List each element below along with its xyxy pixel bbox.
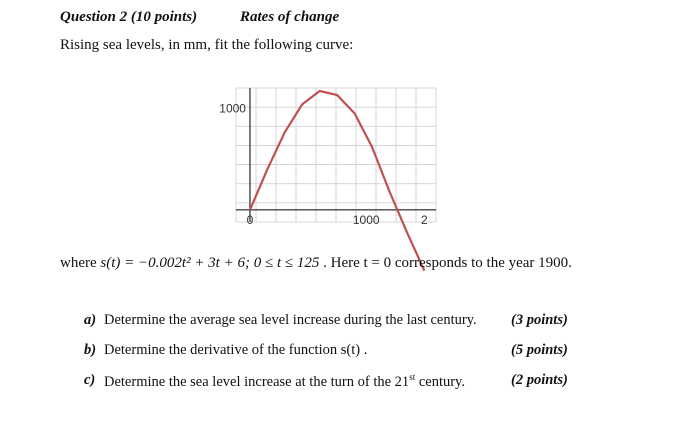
x-tick-label: 2 xyxy=(421,212,428,227)
part-b-text: Determine the derivative of the function s(t) . xyxy=(104,342,368,358)
part-a xyxy=(84,312,584,342)
where-word: where xyxy=(60,255,97,271)
question-number: Question 2 (10 points) xyxy=(60,9,198,25)
part-a-points: (3 points) xyxy=(511,312,568,328)
model-equation xyxy=(60,255,572,272)
part-c-text-end: century. xyxy=(415,373,465,390)
part-c-ordinal: st xyxy=(409,372,416,382)
y-tick-label: 1000 xyxy=(219,101,246,116)
part-c xyxy=(84,372,584,402)
question-topic: Rates of change xyxy=(240,9,340,25)
intro-text: Rising sea levels, in mm, fit the following curve: xyxy=(60,37,354,53)
part-a-label: a) xyxy=(84,312,97,328)
chart-svg xyxy=(219,88,436,227)
part-b xyxy=(84,342,584,372)
question-heading xyxy=(60,9,340,26)
part-b-points: (5 points) xyxy=(511,342,568,358)
question-parts xyxy=(84,312,584,402)
x-tick-label: 1000 xyxy=(352,212,380,227)
part-b-label: b) xyxy=(84,342,97,358)
function-definition: s(t) = −0.002t² + 3t + 6; xyxy=(100,255,250,271)
part-c-text xyxy=(104,372,465,391)
part-a-text: Determine the average sea level increase during the last century. xyxy=(104,312,477,328)
sea-level-chart xyxy=(219,88,436,227)
function-domain: 0 ≤ t ≤ 125 xyxy=(253,255,320,271)
part-c-text-start: Determine the sea level increase at the turn of the 21 xyxy=(104,373,410,390)
part-c-label: c) xyxy=(84,372,96,388)
x-tick-label: 0 xyxy=(246,212,254,227)
year-note: . Here t = 0 corresponds to the year 1900. xyxy=(323,255,572,271)
part-c-points: (2 points) xyxy=(511,372,568,388)
